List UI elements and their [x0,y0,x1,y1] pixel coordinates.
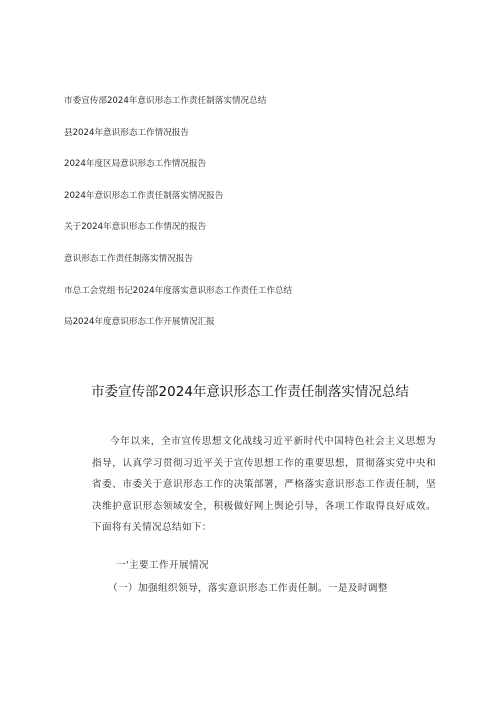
toc-item[interactable]: 市总工会党组书记2024年度落实意识形态工作责任工作总结 [64,285,293,296]
document-title: 市委宣传部2024年意识形态工作责任制落实情况总结 [91,384,409,400]
section-heading: 一'主要工作开展情况 [116,560,209,571]
toc-item[interactable]: 2024年度区局意识形态工作情况报告 [64,159,207,170]
toc-item[interactable]: 2024年意识形态工作责任制落实情况报告 [64,190,224,201]
toc-item[interactable]: 局2024年度意识形态工作开展情况汇报 [64,317,215,328]
toc-item[interactable]: 意识形态工作责任制落实情况报告 [64,253,193,264]
intro-paragraph: 今年以来，全市宣传思想文化战线习近平新时代中国特色社会主义思想为指导，认真学习贯彻习近平关于宣传思想工作的重要思想，贯彻落实党中央和省委、市委关于意识形态工作的决策部署，严格落实意识形态工作责任制，坚决维护意识形态领域安全，积极做好网上舆论引导，各项工作取得良好成效。下面将有关情况总结如下： [92,436,436,534]
document-body [92,431,436,539]
toc-item[interactable]: 市委宣传部2024年意识形态工作责任制落实情况总结 [64,96,267,106]
toc-item[interactable]: 关于2024年意识形态工作情况的报告 [64,222,207,233]
toc-item[interactable]: 县2024年意识形态工作情况报告 [64,127,189,138]
table-of-contents [64,96,464,349]
subsection-paragraph: （一）加强组织领导，落实意识形态工作责任制。一是及时调整 [108,583,388,594]
